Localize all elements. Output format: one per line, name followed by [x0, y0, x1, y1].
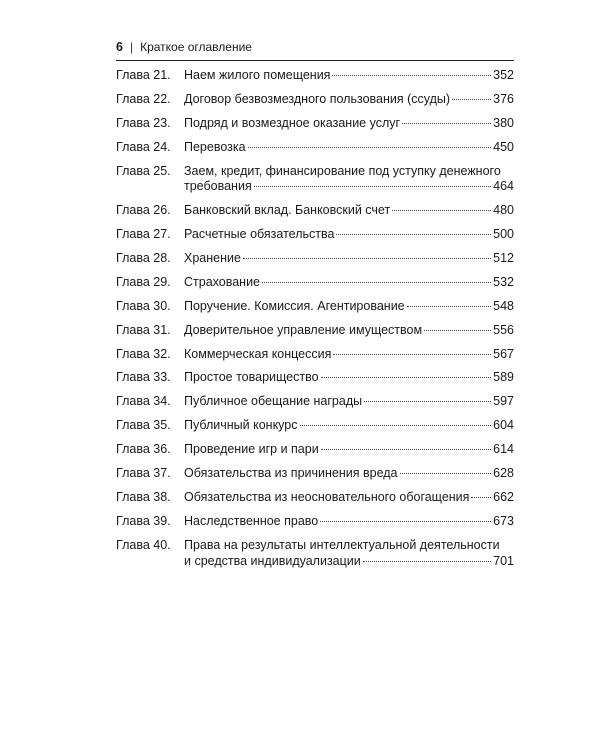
chapter-title: Доверительное управление имуществом — [184, 322, 423, 337]
chapter-number: Глава 28. — [116, 251, 171, 266]
entry-body — [184, 323, 514, 339]
page-ref: 464 — [493, 179, 514, 194]
chapter-number: Глава 25. — [116, 163, 171, 178]
dot-leader — [407, 306, 492, 307]
table-of-contents — [116, 68, 514, 577]
entry-body — [184, 251, 514, 267]
chapter-number: Глава 35. — [116, 418, 171, 433]
dot-leader — [471, 497, 491, 498]
chapter-title: Обязательства из причинения вреда — [184, 466, 398, 481]
chapter-number: Глава 37. — [116, 466, 171, 481]
toc-entry — [116, 370, 514, 386]
toc-entry — [116, 92, 514, 108]
dot-leader — [402, 123, 491, 124]
entry-body — [184, 442, 514, 458]
running-header — [116, 40, 540, 54]
chapter-title: Обязательства из неосновательного обогащения — [184, 489, 470, 504]
dot-leader — [243, 258, 491, 259]
chapter-number: Глава 30. — [116, 298, 171, 313]
chapter-title: Публичный конкурс — [184, 418, 298, 433]
chapter-number: Глава 38. — [116, 489, 171, 504]
header-rule — [116, 60, 514, 61]
entry-line — [184, 370, 514, 386]
toc-entry — [116, 442, 514, 458]
entry-line — [184, 394, 514, 410]
chapter-number: Глава 21. — [116, 68, 171, 82]
dot-leader — [424, 330, 491, 331]
dot-leader — [336, 234, 491, 235]
chapter-number: Глава 34. — [116, 394, 171, 409]
entry-body — [184, 92, 514, 108]
toc-entry — [116, 164, 514, 196]
entry-line — [184, 203, 514, 219]
chapter-title-line1: Права на результаты интеллектуальной деятельности — [184, 537, 500, 552]
toc-entry — [116, 466, 514, 482]
dot-leader — [321, 449, 491, 450]
toc-entry — [116, 490, 514, 506]
toc-entry — [116, 203, 514, 219]
page-ref: 567 — [493, 346, 514, 361]
page-ref: 450 — [493, 139, 514, 154]
toc-entry — [116, 140, 514, 156]
dot-leader — [320, 521, 491, 522]
chapter-number: Глава 23. — [116, 115, 171, 130]
toc-entry — [116, 68, 514, 84]
header-title: Краткое оглавление — [140, 40, 252, 54]
chapter-number: Глава 27. — [116, 227, 171, 242]
toc-entry — [116, 251, 514, 267]
page-ref: 512 — [493, 251, 514, 266]
entry-body — [184, 299, 514, 315]
dot-leader — [364, 401, 491, 402]
entry-line — [184, 299, 514, 315]
entry-body — [184, 164, 514, 196]
entry-line — [184, 442, 514, 458]
entry-line — [184, 251, 514, 267]
chapter-title: Страхование — [184, 274, 261, 289]
page-ref: 589 — [493, 370, 514, 385]
page-ref: 628 — [493, 466, 514, 481]
chapter-title: Наем жилого помещения — [184, 68, 331, 82]
header-separator: | — [129, 40, 134, 54]
chapter-title: Расчетные обязательства — [184, 227, 335, 242]
entry-line — [184, 347, 514, 363]
dot-leader — [333, 354, 491, 355]
page-ref: 597 — [493, 394, 514, 409]
entry-line — [184, 179, 514, 195]
entry-body — [184, 466, 514, 482]
entry-line — [184, 116, 514, 132]
entry-body — [184, 490, 514, 506]
chapter-title: Публичное обещание награды — [184, 394, 363, 409]
entry-line — [184, 68, 514, 84]
chapter-title-line1: Заем, кредит, финансирование под уступку денежного — [184, 163, 501, 178]
entry-body — [184, 347, 514, 363]
chapter-number: Глава 39. — [116, 513, 171, 528]
dot-leader — [262, 282, 491, 283]
entry-body — [184, 538, 514, 570]
page-ref: 604 — [493, 418, 514, 433]
dot-leader — [392, 210, 491, 211]
chapter-title: Проведение игр и пари — [184, 442, 319, 457]
dot-leader — [452, 99, 491, 100]
page-ref: 480 — [493, 203, 514, 218]
entry-line — [184, 418, 514, 434]
dot-leader — [248, 147, 492, 148]
dot-leader — [332, 75, 491, 76]
chapter-title: Перевозка — [184, 139, 246, 154]
chapter-title: Простое товарищество — [184, 370, 319, 385]
page-ref: 548 — [493, 298, 514, 313]
toc-entry — [116, 116, 514, 132]
page-ref: 662 — [493, 489, 514, 504]
entry-line — [184, 490, 514, 506]
entry-body — [184, 116, 514, 132]
dot-leader — [400, 473, 492, 474]
chapter-number: Глава 29. — [116, 274, 171, 289]
page-ref: 673 — [493, 513, 514, 528]
page-number: 6 — [116, 40, 123, 54]
chapter-title: Наследственное право — [184, 513, 319, 528]
entry-body — [184, 275, 514, 291]
entry-line — [184, 554, 514, 570]
entry-line — [184, 275, 514, 291]
entry-body — [184, 140, 514, 156]
chapter-title: Хранение — [184, 251, 241, 266]
entry-line — [184, 466, 514, 482]
page-ref: 556 — [493, 322, 514, 337]
entry-line — [184, 140, 514, 156]
entry-line — [184, 92, 514, 108]
dot-leader — [363, 561, 491, 562]
toc-entry — [116, 538, 514, 570]
entry-line — [184, 514, 514, 530]
toc-entry — [116, 514, 514, 530]
entry-line — [184, 323, 514, 339]
toc-entry — [116, 299, 514, 315]
page-ref: 352 — [493, 68, 514, 82]
page-ref: 380 — [493, 115, 514, 130]
page-ref: 376 — [493, 91, 514, 106]
chapter-number: Глава 26. — [116, 203, 171, 218]
entry-body — [184, 370, 514, 386]
chapter-number: Глава 32. — [116, 346, 171, 361]
dot-leader — [300, 425, 492, 426]
chapter-number: Глава 24. — [116, 139, 171, 154]
entry-body — [184, 227, 514, 243]
toc-entry — [116, 227, 514, 243]
chapter-number: Глава 31. — [116, 322, 171, 337]
entry-body — [184, 68, 514, 84]
chapter-number: Глава 40. — [116, 537, 171, 552]
page-ref: 614 — [493, 442, 514, 457]
toc-entry — [116, 394, 514, 410]
chapter-number: Глава 22. — [116, 91, 171, 106]
toc-entry — [116, 347, 514, 363]
page-ref: 500 — [493, 227, 514, 242]
entry-body — [184, 418, 514, 434]
entry-line — [184, 227, 514, 243]
chapter-title: Банковский вклад. Банковский счет — [184, 203, 391, 218]
toc-entry — [116, 323, 514, 339]
page-ref: 532 — [493, 274, 514, 289]
toc-entry — [116, 418, 514, 434]
chapter-number: Глава 33. — [116, 370, 171, 385]
chapter-title: требования — [184, 179, 252, 194]
chapter-title: Договор безвозмездного пользования (ссуды) — [184, 91, 451, 106]
page-ref: 701 — [493, 553, 514, 568]
chapter-title: Подряд и возмездное оказание услуг — [184, 115, 401, 130]
toc-entry — [116, 275, 514, 291]
chapter-title: и средства индивидуализации — [184, 553, 361, 568]
chapter-title: Коммерческая концессия — [184, 346, 332, 361]
dot-leader — [321, 377, 492, 378]
entry-body — [184, 394, 514, 410]
chapter-number: Глава 36. — [116, 442, 171, 457]
entry-body — [184, 514, 514, 530]
dot-leader — [254, 186, 491, 187]
entry-body — [184, 203, 514, 219]
chapter-title: Поручение. Комиссия. Агентирование — [184, 298, 405, 313]
